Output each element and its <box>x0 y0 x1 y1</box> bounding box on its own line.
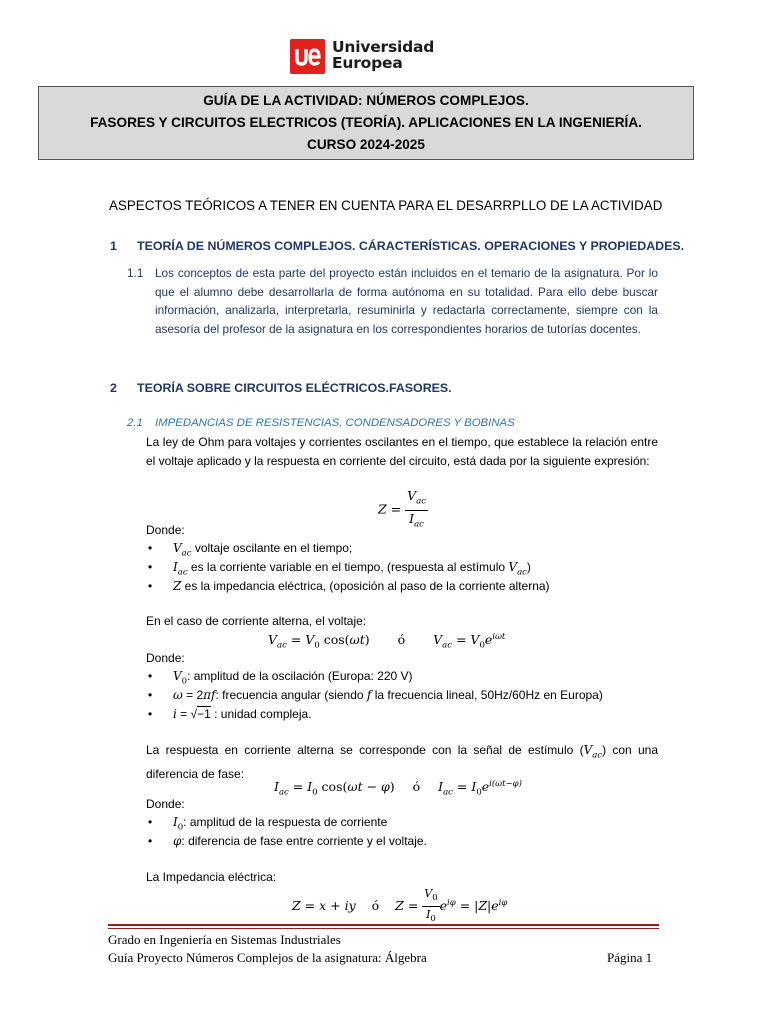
logo-line-2: Europea <box>332 54 403 72</box>
donde-label-2: Donde: <box>146 651 185 665</box>
bullet-icon: • <box>148 707 153 721</box>
heading-2-title: TEORÍA SOBRE CIRCUITOS ELÉCTRICOS.FASORES. <box>137 381 452 395</box>
ac-current-formula: $I_{ac} = I_0$ cos(ωt − φ) ó $I_{ac} = I_0e^{i(\omega t-\varphi)}$ <box>274 779 522 798</box>
title-line-1: GUÍA DE LA ACTIVIDAD: NÚMEROS COMPLEJOS. <box>203 93 529 108</box>
document-title-box <box>38 86 694 160</box>
footer-page-number: Página 1 <box>607 950 653 965</box>
bullet-3-text: es la impedancia eléctrica, (oposición al paso de la corriente alterna) <box>181 579 550 593</box>
bullet-list-2: • $V_0$: amplitud de la oscilación (Europa: 220 V) • ω = 2πf: frecuencia angular (siendo f la frecuencia lineal, 50Hz/60Hz en Europa) • i = √−1 : unidad compleja. <box>148 669 603 721</box>
bullet-omega-text-b: la frecuencia lineal, 50Hz/60Hz en Europa) <box>371 688 603 702</box>
bullet-icon: • <box>148 815 153 829</box>
ac-voltage-formula: $V_{ac} = V_0$ cos(ωt) ó $V_{ac} = V_0e^{i\omega t}$ <box>268 632 506 651</box>
footer-rule-thick <box>108 924 659 926</box>
impedance-intro: La Impedancia eléctrica: <box>146 870 277 884</box>
ue-logo-icon <box>290 39 325 74</box>
ac-voltage-intro: En el caso de corriente alterna, el voltaje: <box>146 614 367 628</box>
donde-label-3: Donde: <box>146 797 185 811</box>
title-line-3: CURSO 2024-2025 <box>307 137 425 152</box>
bullet-v0-text: : amplitud de la oscilación (Europa: 220 V) <box>187 669 413 683</box>
ohm-law-intro: La ley de Ohm para voltajes y corrientes oscilantes en el tiempo, que establece la relación entre el voltaje aplicado y la respuesta en corriente del circuito, está dada por la siguiente expresión: <box>146 435 658 468</box>
subsection-2-1-title: IMPEDANCIAS DE RESISTENCIAS, CONDENSADORES Y BOBINAS <box>155 417 515 429</box>
footer-guide: Guía Proyecto Números Complejos de la asignatura: Álgebra <box>108 950 427 965</box>
bullet-icon: • <box>148 541 153 555</box>
university-logo-text <box>332 39 434 71</box>
complex-impedance-formula: Z = x + iy ó Z = $\frac{V_0}{I_0}$ $e^{i\varphi} = |Z|e^{i\varphi}$ <box>292 887 508 925</box>
current-response-text-a: La respuesta en corriente alterna se corresponde con la señal de estímulo ( <box>146 743 584 757</box>
heading-1-number: 1 <box>110 239 117 253</box>
bullet-icon: • <box>148 834 153 848</box>
or-symbol-1: ó <box>397 632 406 648</box>
title-line-2: FASORES Y CIRCUITOS ELECTRICOS (TEORÍA). APLICACIONES EN LA INGENIERÍA. <box>90 115 642 130</box>
bullet-icon: • <box>148 560 153 574</box>
current-response-text-b: ) con una diferencia de fase: <box>146 743 658 781</box>
footer-rule-thin <box>108 928 659 929</box>
logo-line-1: Universidad <box>332 38 435 56</box>
bullet-icon: • <box>148 688 153 702</box>
section-heading: ASPECTOS TEÓRICOS A TENER EN CUENTA PARA EL DESARRPLLO DE LA ACTIVIDAD <box>109 198 663 213</box>
bullet-1-text: voltaje oscilante en el tiempo; <box>191 541 353 555</box>
subsection-2-1-number: 2.1 <box>127 417 143 429</box>
or-symbol-3: ó <box>371 898 380 914</box>
donde-label-1: Donde: <box>146 523 185 537</box>
bullet-i0-text: : amplitud de la respuesta de corriente <box>183 815 388 829</box>
heading-2-number: 2 <box>110 381 117 395</box>
university-logo-mark <box>290 39 325 74</box>
bullet-2-text: es la corriente variable en el tiempo, (respuesta al estímulo <box>187 560 509 574</box>
bullet-list-3: • $I_0$: amplitud de la respuesta de corriente • φ: diferencia de fase entre corriente y el voltaje. <box>148 815 427 848</box>
current-response-intro: La respuesta en corriente alterna se corresponde con la señal de estímulo $(V_{ac})$ con una diferencia de fase: <box>146 743 658 781</box>
bullet-icon: • <box>148 579 153 593</box>
bullet-i-text: : unidad compleja. <box>210 707 312 721</box>
bullet-omega-text-a: : frecuencia angular (siendo <box>215 688 367 702</box>
heading-1-title: TEORÍA DE NÚMEROS COMPLEJOS. CÁRACTERÍSTICAS. OPERACIONES Y PROPIEDADES. <box>137 239 685 253</box>
bullet-2-end: ) <box>526 560 531 574</box>
impedance-formula: Z = $\frac{V_{ac}}{I_{ac}}$ <box>378 488 426 529</box>
bullet-icon: • <box>148 669 153 683</box>
footer-degree: Grado en Ingeniería en Sistemas Industriales <box>108 932 341 947</box>
subsection-1-1-number: 1.1 <box>127 266 144 280</box>
or-symbol-2: ó <box>412 779 421 795</box>
bullet-phi-text: : diferencia de fase entre corriente y el voltaje. <box>181 834 427 848</box>
subsection-1-1-paragraph: Los conceptos de esta parte del proyecto están incluidos en el temario de la asignatura. Por lo que el alumno debe desarrollarla de forma autónoma en su totalidad. Para ello debe buscar información, analizarla, interpretarla, resuminirla y redactarla correctamente, siempre con la asesoría del profesor de la asignatura en los correspondientes horarios de tutorías docentes. <box>155 266 658 336</box>
bullet-list-1: • $V_{ac}$ voltaje oscilante en el tiempo; • $I_{ac}$ es la corriente variable en el tiempo, (respuesta al estímulo $V_{ac}$) • Z es la impedancia eléctrica, (oposición al paso de la corriente alterna) <box>148 541 550 593</box>
